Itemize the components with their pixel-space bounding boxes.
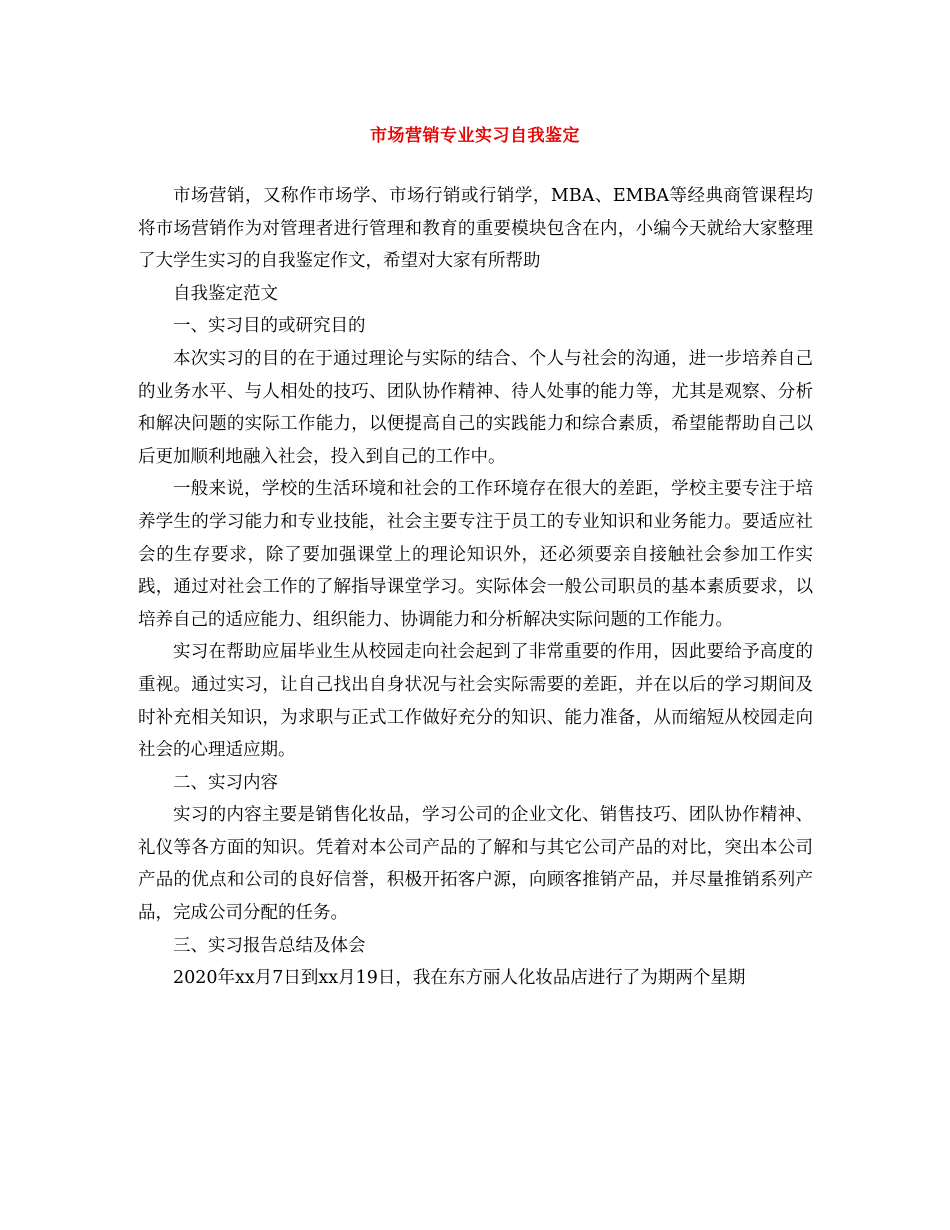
section-heading-summary: 三、实习报告总结及体会 <box>173 935 366 956</box>
body-paragraph: 2020年xx月7日到xx月19日，我在东方丽人化妆品店进行了为期两个星期 <box>173 968 746 989</box>
body-paragraph: 实习的内容主要是销售化妆品，学习公司的企业文化、销售技巧、团队协作精神、礼仪等各方面的知识。凭着对本公司产品的了解和与其它公司产品的对比，突出本公司产品的优点和公司的良好信誉，积极开拓客户源，向顾客推销产品，并尽量推销系列产品，完成公司分配的任务。 <box>138 805 813 924</box>
section-label-sample: 自我鉴定范文 <box>173 283 278 304</box>
body-paragraph: 实习在帮助应届毕业生从校园走向社会起到了非常重要的作用，因此要给予高度的重视。通过实习，让自己找出自身状况与社会实际需要的差距，并在以后的学习期间及时补充相关知识，为求职与正式工作做好充分的知识、能力准备，从而缩短从校园走向社会的心理适应期。 <box>138 642 813 761</box>
section-heading-content: 二、实习内容 <box>173 772 278 793</box>
section-heading-purpose: 一、实习目的或研究目的 <box>173 316 366 337</box>
body-paragraph: 一般来说，学校的生活环境和社会的工作环境存在很大的差距，学校主要专注于培养学生的学习能力和专业技能，社会主要专注于员工的专业知识和业务能力。要适应社会的生存要求，除了要加强课堂上的理论知识外，还必须要亲自接触社会参加工作实践，通过对社会工作的了解指导课堂学习。实际体会一般公司职员的基本素质要求，以培养自己的适应能力、组织能力、协调能力和分析解决实际问题的工作能力。 <box>138 479 813 630</box>
body-paragraph: 本次实习的目的在于通过理论与实际的结合、个人与社会的沟通，进一步培养自己的业务水平、与人相处的技巧、团队协作精神、待人处事的能力等，尤其是观察、分析和解决问题的实际工作能力，以便提高自己的实践能力和综合素质，希望能帮助自己以后更加顺利地融入社会，投入到自己的工作中。 <box>138 348 813 467</box>
document-title: 市场营销专业实习自我鉴定 <box>370 126 580 146</box>
document-body <box>138 180 813 995</box>
intro-paragraph: 市场营销，又称作市场学、市场行销或行销学，MBA、EMBA等经典商管课程均将市场营销作为对管理者进行管理和教育的重要模块包含在内，小编今天就给大家整理了大学生实习的自我鉴定作文，希望对大家有所帮助 <box>138 186 813 272</box>
